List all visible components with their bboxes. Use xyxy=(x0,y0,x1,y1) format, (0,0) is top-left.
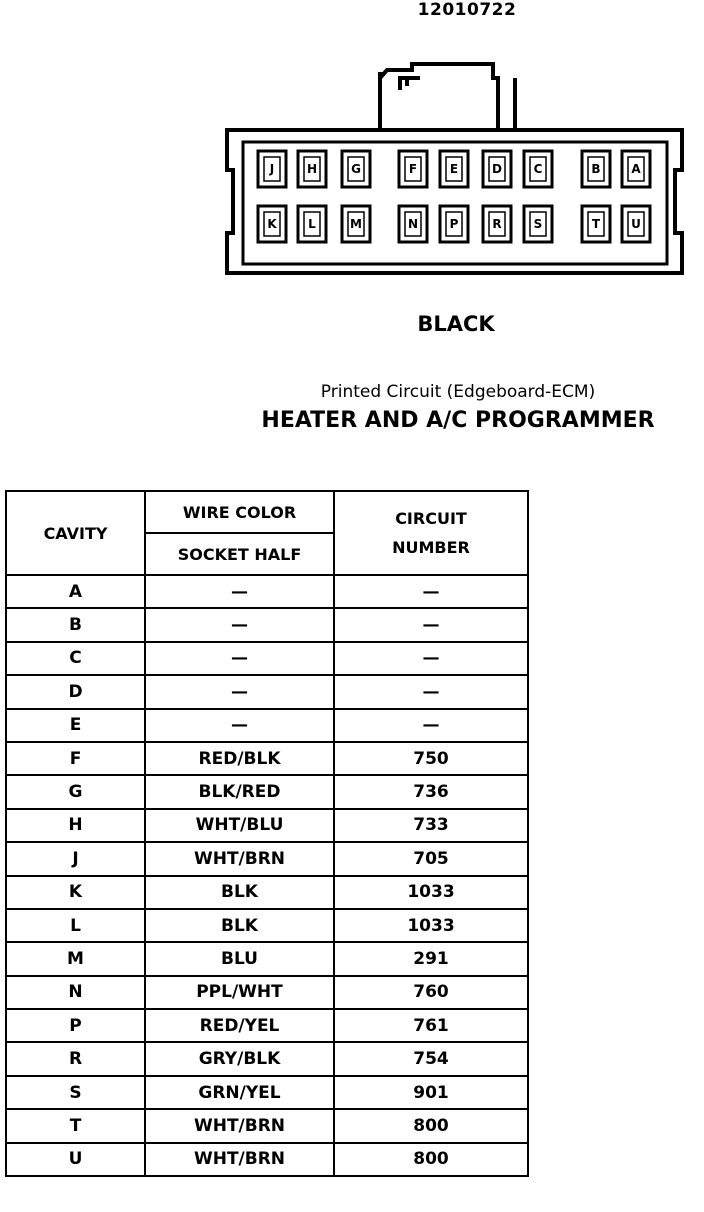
cell-wire-color: BLK xyxy=(145,909,334,942)
cell-cavity: K xyxy=(6,876,145,909)
cell-cavity: G xyxy=(6,775,145,808)
cell-cavity: F xyxy=(6,742,145,775)
cell-cavity: P xyxy=(6,1009,145,1042)
cavity-grid xyxy=(258,151,650,242)
cavity-a xyxy=(622,151,650,187)
connector-subtitle: Printed Circuit (Edgeboard-ECM) xyxy=(320,382,596,402)
cavity-label: A xyxy=(631,162,641,176)
cell-circuit-number: 736 xyxy=(334,775,528,808)
cavity-label: B xyxy=(591,162,601,176)
cell-circuit-number: 1033 xyxy=(334,909,528,942)
cavity-label: H xyxy=(306,162,318,176)
table-row xyxy=(6,608,528,641)
header-socket-half: SOCKET HALF xyxy=(145,533,334,575)
cell-circuit-number: 800 xyxy=(334,1143,528,1176)
cell-cavity: J xyxy=(6,842,145,875)
cell-circuit-number: 760 xyxy=(334,976,528,1009)
component-title: HEATER AND A/C PROGRAMMER xyxy=(261,408,655,433)
table-row xyxy=(6,1109,528,1142)
cell-circuit-number: 800 xyxy=(334,1109,528,1142)
table-row xyxy=(6,842,528,875)
table-row xyxy=(6,1042,528,1075)
cavity-label: J xyxy=(269,162,275,176)
table-row xyxy=(6,1143,528,1176)
cavity-label: C xyxy=(533,162,543,176)
cavity-t xyxy=(582,206,610,242)
cavity-m xyxy=(342,206,370,242)
table-row xyxy=(6,742,528,775)
cell-wire-color: WHT/BRN xyxy=(145,1109,334,1142)
part-number: 12010722 xyxy=(417,0,517,20)
table-row xyxy=(6,942,528,975)
cell-wire-color: RED/BLK xyxy=(145,742,334,775)
connector-color: BLACK xyxy=(417,312,495,336)
cell-circuit-number: 1033 xyxy=(334,876,528,909)
header-wire-color: WIRE COLOR xyxy=(145,491,334,533)
cavity-l xyxy=(298,206,326,242)
table-body xyxy=(6,575,528,1176)
cell-cavity: D xyxy=(6,675,145,708)
cell-circuit-number: 901 xyxy=(334,1076,528,1109)
cell-circuit-number: 754 xyxy=(334,1042,528,1075)
table-row xyxy=(6,575,528,608)
cell-circuit-number: — xyxy=(334,642,528,675)
cavity-label: T xyxy=(591,217,601,231)
pinout-table xyxy=(5,490,529,1177)
cell-circuit-number: — xyxy=(334,709,528,742)
cell-cavity: M xyxy=(6,942,145,975)
cell-wire-color: BLK/RED xyxy=(145,775,334,808)
cavity-j xyxy=(258,151,286,187)
cell-circuit-number: 750 xyxy=(334,742,528,775)
cell-cavity: H xyxy=(6,809,145,842)
cell-wire-color: RED/YEL xyxy=(145,1009,334,1042)
cell-wire-color: WHT/BRN xyxy=(145,842,334,875)
cell-wire-color: — xyxy=(145,675,334,708)
cavity-d xyxy=(483,151,511,187)
table-row xyxy=(6,1076,528,1109)
cavity-u xyxy=(622,206,650,242)
cell-circuit-number: — xyxy=(334,608,528,641)
cell-cavity: C xyxy=(6,642,145,675)
cell-wire-color: PPL/WHT xyxy=(145,976,334,1009)
table-row xyxy=(6,642,528,675)
cavity-label: G xyxy=(351,162,361,176)
pinout-table-container xyxy=(5,490,529,1177)
cavity-n xyxy=(399,206,427,242)
cell-cavity: A xyxy=(6,575,145,608)
cavity-g xyxy=(342,151,370,187)
cell-circuit-number: — xyxy=(334,675,528,708)
cavity-label: K xyxy=(267,217,277,231)
header-circuit-line1: CIRCUIT xyxy=(395,509,467,528)
cell-wire-color: — xyxy=(145,608,334,641)
connector-diagram xyxy=(215,58,695,283)
cell-wire-color: GRY/BLK xyxy=(145,1042,334,1075)
cell-wire-color: WHT/BRN xyxy=(145,1143,334,1176)
table-row xyxy=(6,709,528,742)
cell-wire-color: WHT/BLU xyxy=(145,809,334,842)
cell-cavity: N xyxy=(6,976,145,1009)
table-row xyxy=(6,909,528,942)
latch-tab xyxy=(380,64,498,130)
header-circuit-number xyxy=(334,491,528,575)
cell-cavity: E xyxy=(6,709,145,742)
cell-cavity: T xyxy=(6,1109,145,1142)
table-row xyxy=(6,775,528,808)
cavity-f xyxy=(399,151,427,187)
cell-cavity: S xyxy=(6,1076,145,1109)
cell-circuit-number: 291 xyxy=(334,942,528,975)
cell-circuit-number: — xyxy=(334,575,528,608)
cavity-label: U xyxy=(631,217,641,231)
cell-wire-color: — xyxy=(145,709,334,742)
cavity-label: R xyxy=(492,217,502,231)
cell-circuit-number: 761 xyxy=(334,1009,528,1042)
cavity-k xyxy=(258,206,286,242)
cell-wire-color: BLU xyxy=(145,942,334,975)
cavity-c xyxy=(524,151,552,187)
cavity-label: F xyxy=(408,162,418,176)
cell-circuit-number: 733 xyxy=(334,809,528,842)
cavity-label: P xyxy=(449,217,459,231)
cell-wire-color: GRN/YEL xyxy=(145,1076,334,1109)
cell-cavity: B xyxy=(6,608,145,641)
cavity-label: N xyxy=(407,217,419,231)
cell-wire-color: — xyxy=(145,642,334,675)
cell-cavity: L xyxy=(6,909,145,942)
cavity-label: M xyxy=(350,217,362,231)
cell-cavity: U xyxy=(6,1143,145,1176)
cavity-h xyxy=(298,151,326,187)
cavity-label: E xyxy=(449,162,459,176)
table-row xyxy=(6,876,528,909)
table-row xyxy=(6,809,528,842)
header-circuit-line2: NUMBER xyxy=(392,538,470,557)
cavity-b xyxy=(582,151,610,187)
cell-cavity: R xyxy=(6,1042,145,1075)
cavity-p xyxy=(440,206,468,242)
cell-circuit-number: 705 xyxy=(334,842,528,875)
table-row xyxy=(6,976,528,1009)
table-row xyxy=(6,1009,528,1042)
cavity-label: L xyxy=(308,217,316,231)
cavity-s xyxy=(524,206,552,242)
cavity-r xyxy=(483,206,511,242)
cavity-label: D xyxy=(492,162,502,176)
header-cavity: CAVITY xyxy=(6,491,145,575)
cell-wire-color: BLK xyxy=(145,876,334,909)
cell-wire-color: — xyxy=(145,575,334,608)
cavity-label: S xyxy=(533,217,543,231)
cavity-e xyxy=(440,151,468,187)
table-row xyxy=(6,675,528,708)
